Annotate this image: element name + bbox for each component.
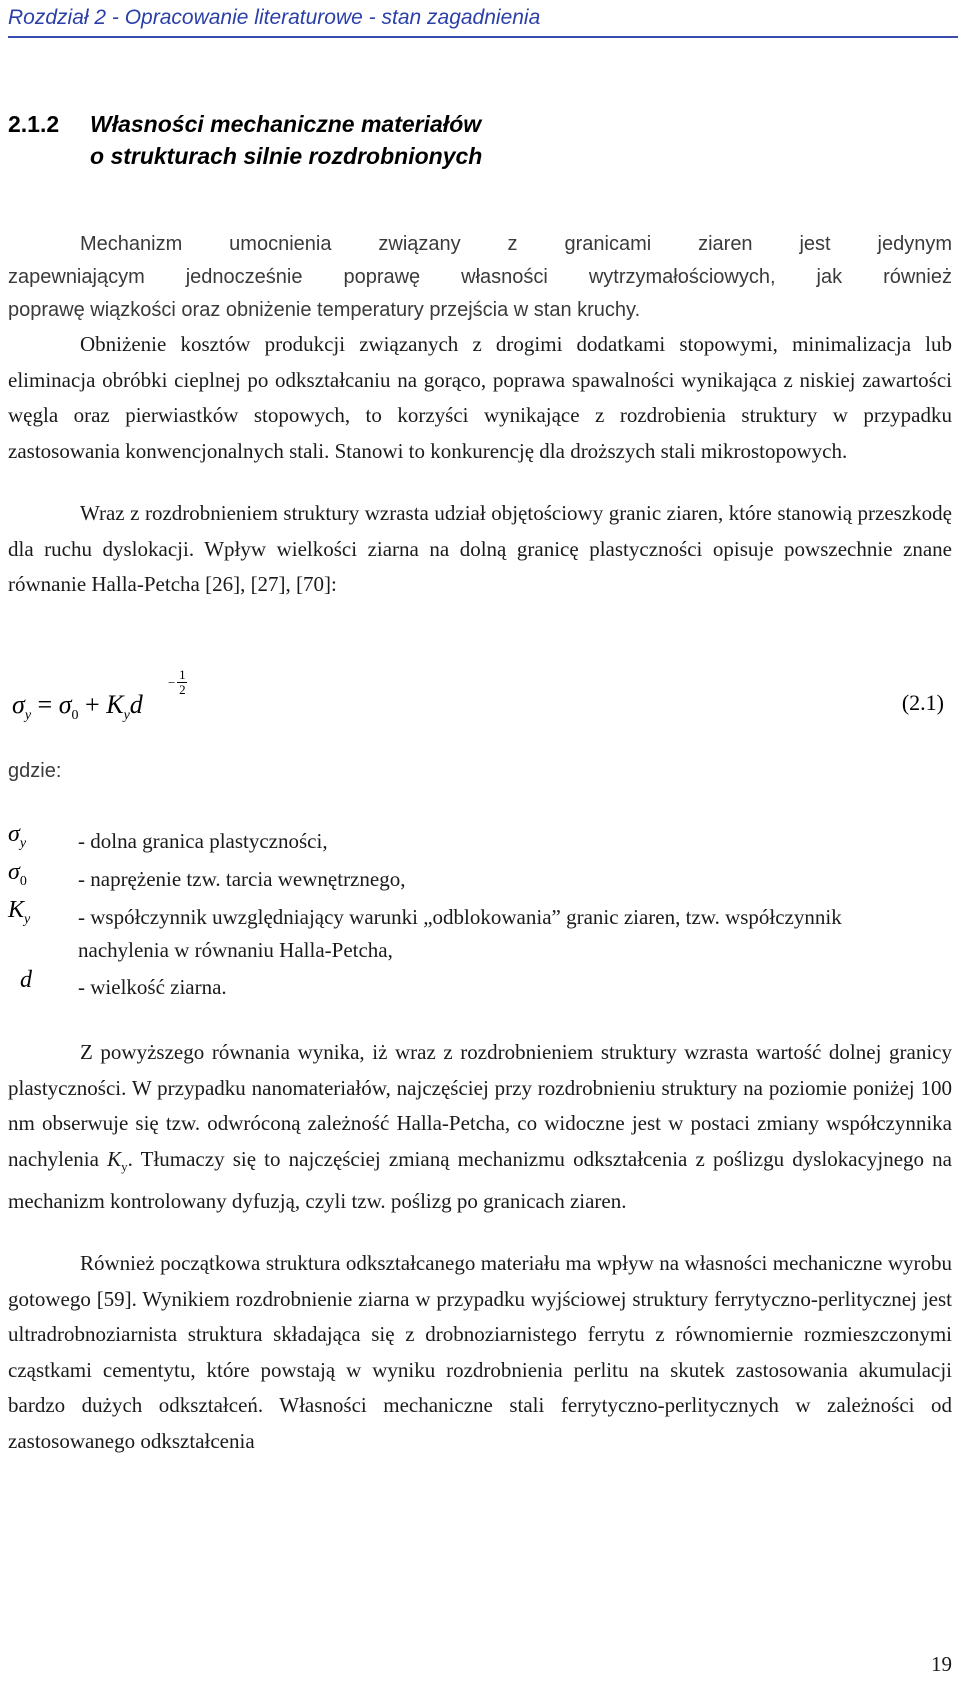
symbol-row xyxy=(8,859,952,901)
paragraph-3-part-2: . Tłumaczy się to najczęściej zmianą mechanizmu odkształcenia z poślizgu dyslokacyjnego na mechanizm kontrolowany dyfuzją, czyli tzw. poślizg po granicach ziaren. xyxy=(8,1146,952,1214)
header-rule xyxy=(8,36,958,38)
section-title-line1: Własności mechaniczne materiałów xyxy=(90,111,482,137)
symbol-row xyxy=(8,967,952,1009)
page-number: 19 xyxy=(931,1652,952,1676)
section-title-line2: o strukturach silnie rozdrobnionych xyxy=(90,143,483,169)
section-number: 2.1.2 xyxy=(8,111,60,137)
paragraph-1: Obniżenie kosztów produkcji związanych z drogimi dodatkami stopowymi, minimalizacja lub eliminacja obróbki cieplnej po odkształcaniu na gorąco, poprawa spawalności wynikająca z niskiej zawartości węgla oraz pierwiastków stopowych, to korzyści wynikające z rozdrobienia struktury w przypadku zastosowania konwencjonalnych stali. Stanowi to konkurencję dla droższych stali mikrostopowych. xyxy=(8,332,952,463)
running-header: Rozdział 2 - Opracowanie literaturowe - stan zagadnienia xyxy=(8,6,541,29)
equation-body: $\sigma_y = \sigma_0 + K_yd$ xyxy=(12,690,143,724)
paragraph-3: Z powyższego równania wynika, iż wraz z rozdrobnieniem struktury wzrasta wartość dolnej granicy plastyczności. W przypadku nanomateriałów, najczęściej przy rozdrobnieniu struktury na poziomie poniżej 100 nm obserwuje się tzw. odwróconą zależność Halla-Petcha, co widoczne jest w postaci zmiany współczynnika nachylenia $K_y$. Tłumaczy się to najczęściej zmianą mechanizmu odkształcenia z poślizgu dyslokacyjnego na mechanizm kontrolowany dyfuzją, czyli tzw. poślizg po granicach ziaren. xyxy=(8,1040,952,1214)
equation-number: (2.1) xyxy=(901,690,944,715)
hall-petch-equation xyxy=(8,667,952,750)
symbol-definitions xyxy=(8,821,952,1009)
symbol-definition: - współczynnik uwzględniający warunki „odblokowania” granic ziaren, tzw. współczynnik nachylenia w równaniu Halla-Petcha, xyxy=(78,905,842,962)
symbol-sigma-y: $\sigma_y$ xyxy=(8,821,27,851)
symbol-row xyxy=(8,821,952,863)
where-label: gdzie: xyxy=(8,760,62,782)
symbol-d: d xyxy=(20,967,32,993)
symbol-row xyxy=(8,897,952,971)
exponent-denominator: 2 xyxy=(179,682,186,697)
intro-line-2: zapewniającym jednocześnie poprawę własności wytrzymałościowych, jak również xyxy=(8,266,952,288)
equation-exponent: − 1 2 xyxy=(168,667,186,697)
intro-line-1: Mechanizm umocnienia związany z granicami ziaren jest jedynym xyxy=(80,233,952,255)
symbol-sigma-0: $\sigma_0$ xyxy=(8,859,27,889)
exponent-numerator: 1 xyxy=(179,667,186,682)
symbol-definition: - dolna granica plastyczności, xyxy=(78,829,328,853)
paragraph-3-part-1: Z powyższego równania wynika, iż wraz z rozdrobnieniem struktury wzrasta wartość dolnej granicy plastyczności. W przypadku nanomateriałów, najczęściej przy rozdrobnieniu struktury na poziomie poniżej 100 nm obserwuje się tzw. odwróconą zależność Halla-Petcha, co widoczne jest w postaci zmiany współczynnika nachylenia xyxy=(8,1040,952,1171)
paragraph-2: Wraz z rozdrobnieniem struktury wzrasta udział objętościowy granic ziaren, które stanowią przeszkodę dla ruchu dyslokacji. Wpływ wielkości ziarna na dolną granicę plastyczności opisuje powszechnie znane równanie Halla-Petcha [26], [27], [70]: xyxy=(8,501,952,596)
symbol-definition: - wielkość ziarna. xyxy=(78,975,227,999)
intro-line-3: poprawę wiązkości oraz obniżenie temperatury przejścia w stan kruchy. xyxy=(8,299,641,321)
paragraph-4: Również początkowa struktura odkształcanego materiału ma wpływ na własności mechaniczne wyrobu gotowego [59]. Wynikiem rozdrobnienie ziarna w przypadku wyjściowej struktury ferrytyczno-perlitycznej jest ultradrobnoziarnista struktura składająca się z drobnoziarnistego ferrytu z równomiernie rozmieszczonymi cząstkami cementytu, które powstają w wyniku rozdrobnienia perlitu na skutek zastosowania akumulacji bardzo dużych odkształceń. Własności mechaniczne stali ferrytyczno-perlitycznych w zależności od zastosowanego odkształcenia xyxy=(8,1251,952,1453)
symbol-k-y: $K_y$ xyxy=(8,897,31,927)
symbol-definition: - naprężenie tzw. tarcia wewnętrznego, xyxy=(78,867,406,891)
section-heading xyxy=(8,108,938,172)
